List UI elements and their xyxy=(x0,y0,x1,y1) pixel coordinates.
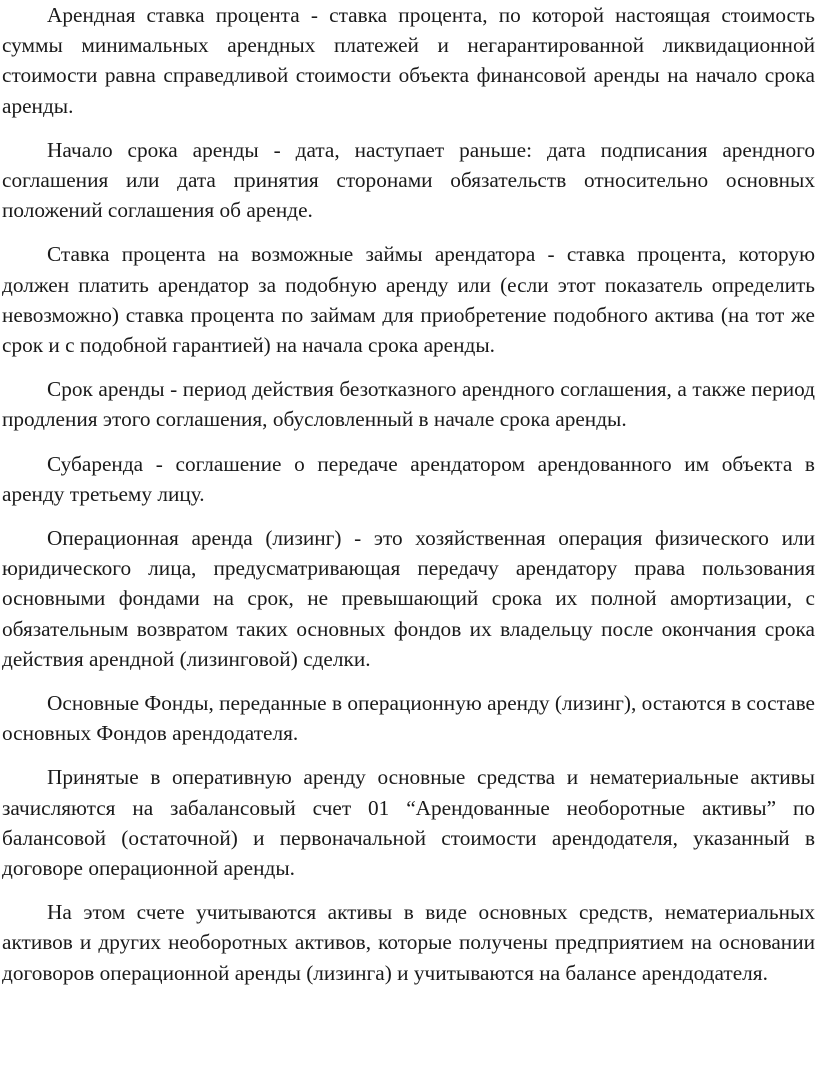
paragraph-lease-term: Срок аренды - период действия безотказного арендного соглашения, а также период продления этого соглашения, обусловленный в начале срока аренды. xyxy=(2,377,815,432)
paragraph-off-balance-account: Принятые в оперативную аренду основные средства и нематериальные активы зачисляются на забалансовый счет 01 “Арендованные необоротные активы” по балансовой (остаточной) и первоначальной стоимости арендодателя, указанный в договоре операционной аренды. xyxy=(2,765,815,881)
paragraph-account-assets: На этом счете учитываются активы в виде основных средств, нематериальных активов и других необоротных активов, которые получены предприятием на основании договоров операционной аренды (лизинга) и учитываются на балансе арендодателя. xyxy=(2,900,815,985)
paragraph-lease-start: Начало срока аренды - дата, наступает раньше: дата подписания арендного соглашения или дата принятия сторонами обязательств относительно основных положений соглашения об аренде. xyxy=(2,137,815,223)
paragraph-fixed-assets: Основные Фонды, переданные в операционную аренду (лизинг), остаются в составе основных Фондов арендодателя. xyxy=(2,691,815,746)
paragraph-operating-lease: Операционная аренда (лизинг) - это хозяйственная операция физического или юридического лица, предусматривающая передачу арендатору права пользования основными фондами на срок, не превышающий срока их полной амортизации, с обязательным возвратом таких основных фондов их владельцу после окончания срока действия арендной (лизинговой) сделки. xyxy=(2,526,815,671)
paragraph-borrowing-rate: Ставка процента на возможные займы арендатора - ставка процента, которую должен платить арендатор за подобную аренду или (если этот показатель определить невозможно) ставка процента по займам для приобретение подобного актива (на тот же срок и с подобной гарантией) на начала срока аренды. xyxy=(2,242,815,358)
paragraph-lease-interest-rate: Арендная ставка процента - ставка процента, по которой настоящая стоимость суммы минимальных арендных платежей и негарантированной ликвидационной стоимости равна справедливой стоимости объекта финансовой аренды на начало срока аренды. xyxy=(2,3,815,118)
paragraph-sublease: Субаренда - соглашение о передаче арендатором арендованного им объекта в аренду третьему лицу. xyxy=(2,451,815,506)
